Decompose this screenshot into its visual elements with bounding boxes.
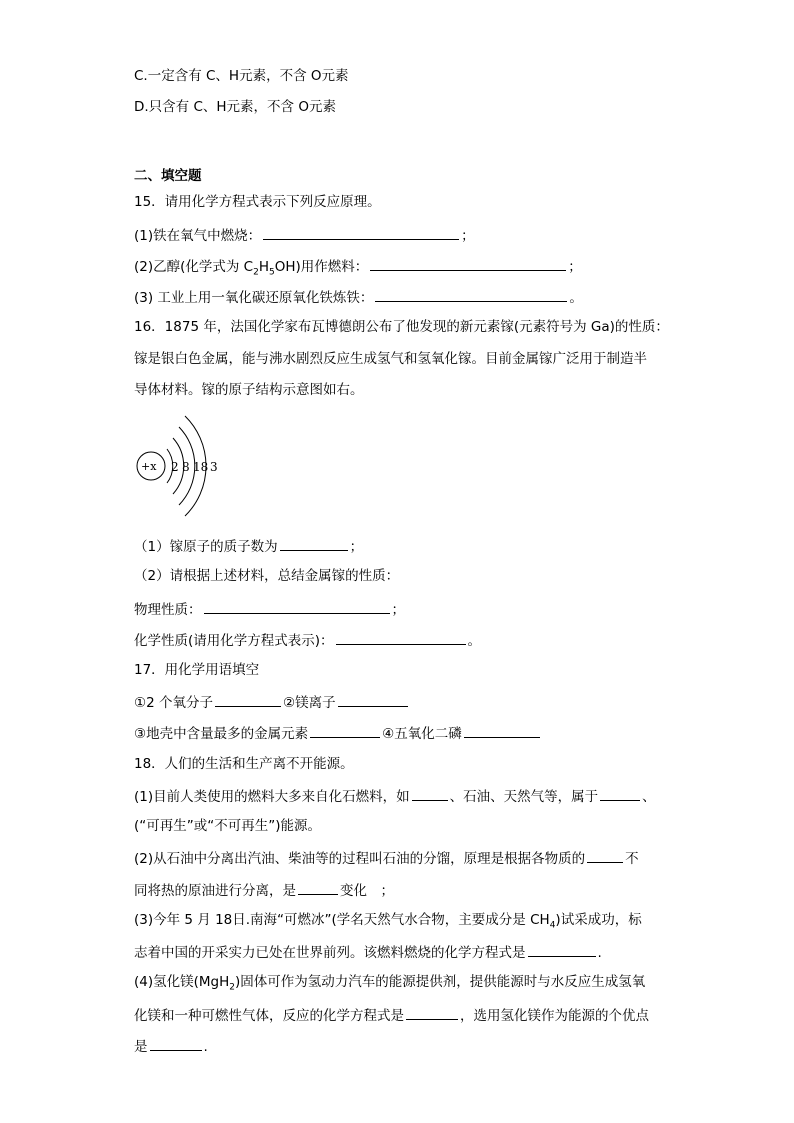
q17-item-b: ②镁离子 bbox=[282, 695, 336, 711]
answer-blank[interactable] bbox=[310, 723, 380, 738]
q15-part2-c: OH)用作燃料： bbox=[274, 259, 369, 275]
q18-part4-line2 bbox=[134, 1005, 649, 1025]
q18-p2-c: 同将热的原油进行分离，是 bbox=[134, 883, 296, 899]
q16-line3: 导体材料。镓的原子结构示意图如右。 bbox=[134, 382, 364, 398]
answer-blank[interactable] bbox=[375, 287, 567, 302]
gallium-atom-diagram bbox=[134, 402, 234, 522]
answer-blank[interactable] bbox=[406, 1005, 458, 1020]
q16-sub1-text: （1）镓原子的质子数为 bbox=[134, 539, 278, 555]
answer-blank[interactable] bbox=[336, 630, 466, 645]
q18-p2-b: 不 bbox=[625, 851, 639, 867]
q18-p3-sub: 4 bbox=[549, 920, 556, 931]
q16-chemical bbox=[134, 630, 481, 650]
q18-part2-line2 bbox=[134, 880, 394, 900]
answer-blank[interactable] bbox=[464, 723, 540, 738]
answer-blank[interactable] bbox=[298, 880, 338, 895]
choice-c: C.一定含有 C、H元素，不含 O元素 bbox=[134, 68, 349, 84]
shell-count-3: 18 bbox=[193, 460, 209, 474]
q17-row1 bbox=[134, 692, 410, 712]
q18-stem: 18．人们的生活和生产离不开能源。 bbox=[134, 756, 354, 772]
section-title: 二、填空题 bbox=[134, 168, 202, 184]
q16-chemical-text: 化学性质(请用化学方程式表示)： bbox=[134, 633, 334, 649]
q18-part3-line1 bbox=[134, 911, 642, 929]
q17-row2 bbox=[134, 723, 542, 743]
q18-part4-line3 bbox=[134, 1036, 208, 1056]
q15-part2-sub1: 2 bbox=[253, 267, 259, 278]
q15-part3 bbox=[134, 287, 583, 307]
answer-blank[interactable] bbox=[338, 692, 408, 707]
q16-sub2: （2）请根据上述材料，总结金属镓的性质： bbox=[134, 568, 400, 584]
answer-blank[interactable] bbox=[263, 225, 459, 240]
choice-d: D.只含有 C、H元素，不含 O元素 bbox=[134, 99, 336, 115]
q18-p4-f: . bbox=[203, 1039, 208, 1055]
answer-blank[interactable] bbox=[215, 692, 281, 707]
answer-blank[interactable] bbox=[204, 599, 390, 614]
q16-sub1 bbox=[134, 536, 363, 556]
q16-sub1-end: ； bbox=[349, 539, 364, 555]
q17-item-a: ①2 个氧分子 bbox=[134, 695, 213, 711]
q18-p4-c: 化镁和一种可燃性气体，反应的化学方程式是 bbox=[134, 1008, 404, 1024]
q18-p4-sub: 2 bbox=[229, 982, 235, 993]
q18-p2-a: (2)从石油中分离出汽油、柴油等的过程叫石油的分馏，原理是根据各物质的 bbox=[134, 851, 586, 867]
q18-p3-c: 志着中国的开采实力已处在世界前列。该燃料燃烧的化学方程式是 bbox=[134, 945, 526, 961]
q16-physical-text: 物理性质： bbox=[134, 602, 202, 618]
q15-part2 bbox=[134, 256, 582, 276]
q16-chemical-end: 。 bbox=[467, 633, 482, 649]
q15-part1 bbox=[134, 225, 475, 245]
q18-part1-line2: (“可再生”或“不可再生”)能源。 bbox=[134, 818, 322, 834]
q18-p1-a: (1)目前人类使用的燃料大多来自化石燃料，如 bbox=[134, 789, 410, 805]
q15-part2-a: (2)乙醇(化学式为 C bbox=[134, 259, 254, 275]
q18-part1-line1 bbox=[134, 786, 656, 806]
q15-part2-b: H bbox=[258, 259, 269, 275]
q15-part2-end: ； bbox=[568, 259, 582, 275]
q15-part2-sub2: 5 bbox=[269, 267, 275, 278]
shell-count-2: 8 bbox=[182, 460, 190, 474]
q16-line2: 镓是银白色金属，能与沸水剧烈反应生成氢气和氢氧化镓。目前金属镓广泛用于制造半 bbox=[134, 351, 647, 367]
q17-stem: 17．用化学用语填空 bbox=[134, 662, 260, 678]
q18-part3-line2 bbox=[134, 942, 602, 962]
q18-p2-d: 变化 ； bbox=[340, 883, 394, 899]
q18-p4-e: 是 bbox=[134, 1039, 148, 1055]
answer-blank[interactable] bbox=[150, 1036, 202, 1051]
q18-p4-b: )固体可作为氢动力汽车的能源提供剂，提供能源时与水反应生成氢氧 bbox=[235, 974, 646, 990]
q18-part2-line1 bbox=[134, 848, 639, 868]
answer-blank[interactable] bbox=[528, 942, 596, 957]
q15-stem: 15．请用化学方程式表示下列反应原理。 bbox=[134, 194, 381, 210]
q16-line1: 16．1875 年，法国化学家布瓦博德朗公布了他发现的新元素镓(元素符号为 Ga)的性质： bbox=[134, 319, 669, 335]
q16-physical-end: ； bbox=[391, 602, 405, 618]
q18-part4-line1 bbox=[134, 973, 645, 991]
answer-blank[interactable] bbox=[280, 536, 348, 551]
q18-p3-a: (3)今年 5 月 18日.南海“可燃冰”(学名天然气水合物，主要成分是 CH bbox=[134, 912, 550, 928]
q15-part3-end: 。 bbox=[569, 290, 583, 306]
q18-p1-c: 、 bbox=[642, 789, 656, 805]
answer-blank[interactable] bbox=[370, 256, 566, 271]
q18-p3-d: . bbox=[597, 945, 602, 961]
q18-p3-b: )试采成功，标 bbox=[555, 912, 642, 928]
q16-physical bbox=[134, 599, 405, 619]
shell-count-1: 2 bbox=[171, 460, 179, 474]
q17-item-c: ③地壳中含量最多的金属元素 bbox=[134, 726, 309, 742]
answer-blank[interactable] bbox=[600, 786, 640, 801]
nucleus-charge: +x bbox=[141, 460, 157, 473]
q18-p4-d: ，选用氢化镁作为能源的个优点 bbox=[460, 1008, 649, 1024]
q17-item-d: ④五氧化二磷 bbox=[382, 726, 462, 742]
q18-p4-a: (4)氢化镁(MgH bbox=[134, 974, 230, 990]
q15-part1-text: (1)铁在氧气中燃烧： bbox=[134, 228, 262, 244]
q15-part1-end: ； bbox=[461, 228, 475, 244]
answer-blank[interactable] bbox=[412, 786, 448, 801]
answer-blank[interactable] bbox=[587, 848, 623, 863]
shell-count-4: 3 bbox=[210, 460, 218, 474]
q15-part3-text: (3) 工业上用一氧化碳还原氧化铁炼铁： bbox=[134, 290, 374, 306]
q18-p1-b: 、石油、天然气等，属于 bbox=[449, 789, 599, 805]
